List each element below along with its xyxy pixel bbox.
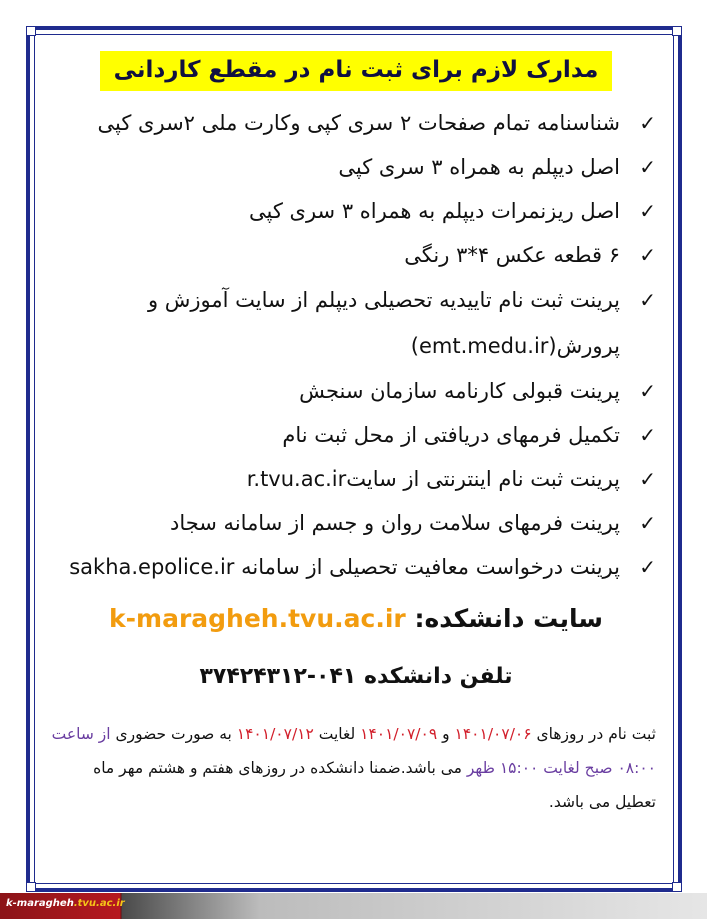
link-text: sakha.epolice.ir (69, 555, 235, 579)
time-range: از ساعت ۰۸:۰۰ صبح لغایت ۱۵:۰۰ ظهر (51, 725, 656, 777)
list-item: ✓ شناسنامه تمام صفحات ۲ سری کپی وکارت ملی ۲سری کپی (50, 101, 662, 145)
date: ۱۴۰۱/۰۷/۱۲ (236, 725, 314, 743)
list-item: ✓ اصل دیپلم به همراه ۳ سری کپی (50, 145, 662, 189)
list-item: ✓ تکمیل فرمهای دریافتی از محل ثبت نام (50, 413, 662, 457)
list-item: ✓ پرینت فرمهای سلامت روان و جسم از سامانه سجاد (50, 501, 662, 545)
list-item: ✓ پرینت ثبت نام تاییدیه تحصیلی دیپلم از سایت آموزش و پرورش(emt.medu.ir) (50, 277, 662, 369)
check-icon: ✓ (639, 155, 656, 179)
list-item: ✓ پرینت درخواست معافیت تحصیلی از سامانه sakha.epolice.ir (50, 545, 662, 589)
registration-notice: ثبت نام در روزهای ۱۴۰۱/۰۷/۰۶ و ۱۴۰۱/۰۷/۰۹ لغایت ۱۴۰۱/۰۷/۱۲ به صورت حضوری از ساعت ۰۸:۰۰ صبح لغایت ۱۵:۰۰ ظهر می باشد.ضمنا دانشکده در روزهای هفتم و هشتم مهر ماه تعطیل می باشد. (51, 725, 656, 811)
list-item: ✓ ۶ قطعه عکس ۴*۳ رنگی (50, 233, 662, 277)
list-item: ✓ پرینت قبولی کارنامه سازمان سنجش (50, 369, 662, 413)
document-body (50, 40, 662, 819)
page-title: مدارک لازم برای ثبت نام در مقطع کاردانی (100, 51, 613, 91)
date: ۱۴۰۱/۰۷/۰۶ (454, 725, 532, 743)
check-icon: ✓ (639, 199, 656, 223)
check-icon: ✓ (639, 111, 656, 135)
college-site (50, 597, 662, 641)
corner-ornament (672, 882, 682, 892)
list-item: ✓ پرینت ثبت نام اینترنتی از سایتr.tvu.ac.ir (50, 457, 662, 501)
corner-ornament (672, 26, 682, 36)
list-item: ✓ اصل ریزنمرات دیپلم به همراه ۳ سری کپی (50, 189, 662, 233)
link-text: (emt.medu.ir) (410, 334, 557, 358)
check-icon: ✓ (639, 423, 656, 447)
check-icon: ✓ (639, 467, 656, 491)
footer-watermark: k-maragheh.tvu.ac.ir (6, 898, 125, 909)
check-icon: ✓ (639, 288, 656, 312)
link-text: r.tvu.ac.ir (246, 467, 347, 491)
check-icon: ✓ (639, 555, 656, 579)
requirements-list (50, 101, 662, 589)
college-phone (50, 659, 662, 695)
date: ۱۴۰۱/۰۷/۰۹ (360, 725, 438, 743)
check-icon: ✓ (639, 379, 656, 403)
site-link[interactable]: k-maragheh.tvu.ac.ir (109, 604, 406, 633)
corner-ornament (26, 882, 36, 892)
phone-label: تلفن دانشکده (364, 664, 513, 689)
check-icon: ✓ (639, 243, 656, 267)
phone-number: ۰۴۱-۳۷۴۲۴۳۱۲ (199, 664, 357, 689)
check-icon: ✓ (639, 511, 656, 535)
corner-ornament (26, 26, 36, 36)
site-label: سایت دانشکده: (414, 604, 603, 633)
